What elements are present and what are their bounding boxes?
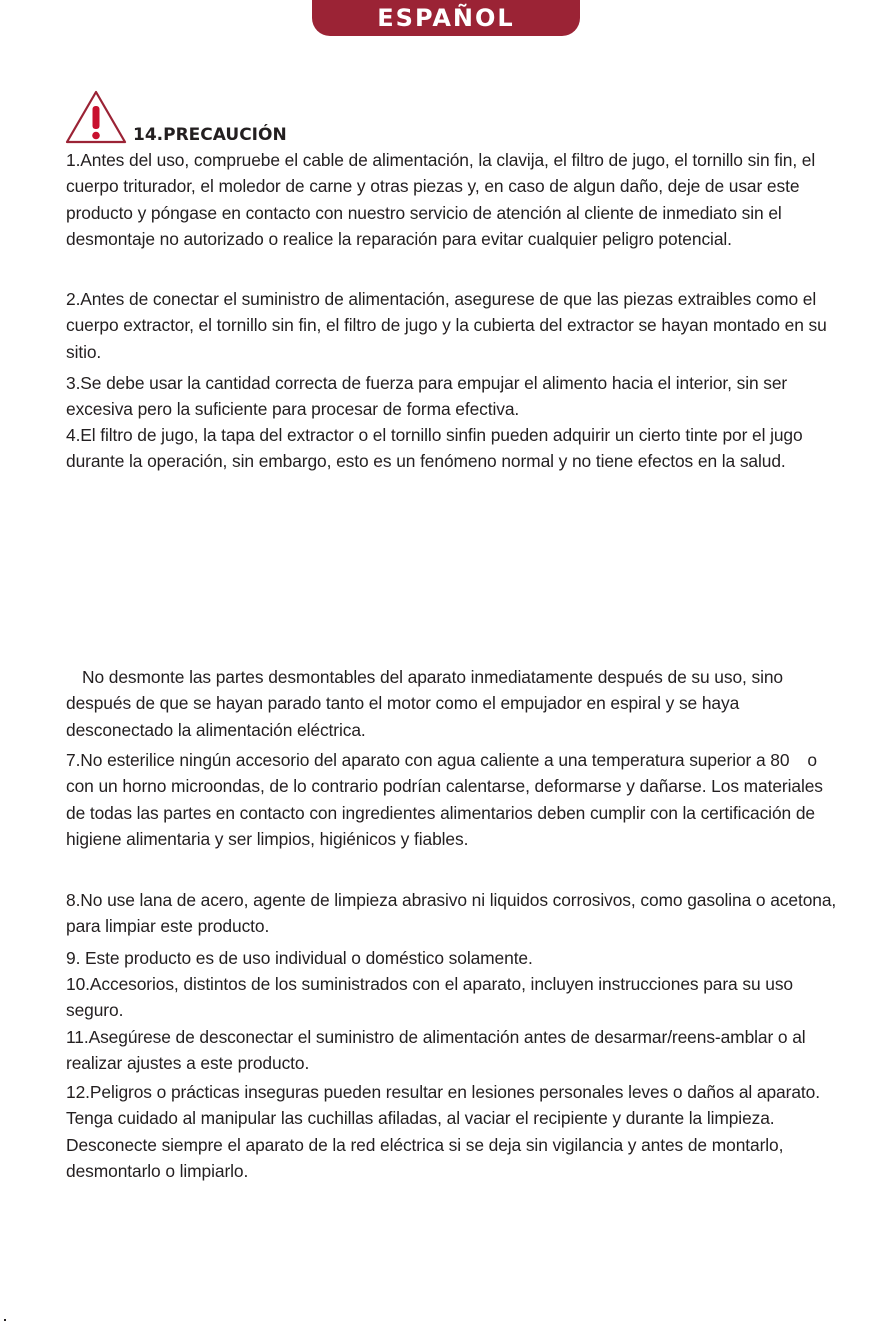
precaution-item-5: No desmonte las partes desmontables del aparato inmediatamente después de su uso, sino después de que se hayan parado tanto el motor como el empujador en espiral y se haya desconectado la alimentación eléctrica. [66, 667, 783, 740]
language-tab [312, 0, 580, 36]
page-mark [4, 1319, 6, 1321]
precaution-item-11: 11.Asegúrese de desconectar el suministro de alimentación antes de desarmar/reens-amblar o al realizar ajustes a este producto. [66, 1027, 806, 1074]
item-7-text-before: 7.No esterilice ningún accesorio del aparato con agua caliente a una temperatura superior a 80 [66, 750, 790, 770]
precaution-item-12: 12.Peligros o prácticas inseguras pueden resultar en lesiones personales leves o daños al aparato. Tenga cuidado al manipular las cuchillas afiladas, al vaciar el recipiente y durante la limpieza. Desconecte siempre el aparato de la red eléctrica si se deja sin vigilancia y antes de montarlo, desmontarlo o limpiarlo. [66, 1082, 820, 1181]
section-title: 14.PRECAUCIÓN [133, 125, 287, 145]
precaution-item-10: 10.Accesorios, distintos de los suministrados con el aparato, incluyen instrucciones para su uso seguro. [66, 974, 793, 1021]
language-label: ESPAÑOL [377, 4, 515, 32]
precaution-item-8: 8.No use lana de acero, agente de limpieza abrasivo ni liquidos corrosivos, como gasolina o acetona, para limpiar este producto. [66, 890, 837, 937]
precaution-item-4: 4.El filtro de jugo, la tapa del extractor o el tornillo sinfin pueden adquirir un cierto tinte por el jugo durante la operación, sin embargo, esto es un fenómeno normal y no tiene efectos en la salud. [66, 425, 803, 472]
precaution-item-3: 3.Se debe usar la cantidad correcta de fuerza para empujar el alimento hacia el interior, sin ser excesiva pero la suficiente para procesar de forma efectiva. [66, 373, 788, 420]
precaution-item-9: 9. Este producto es de uso individual o doméstico solamente. [66, 948, 533, 968]
item-7-text-after: o con un horno microondas, de lo contrario podrían calentarse, deformarse y dañarse. Los materiales de todas las partes en contacto con ingredientes alimentarios deben cumplir con la certificación de higiene alimentaria y ser limpios, higiénicos y fiables. [66, 750, 823, 849]
precaution-item-1: 1.Antes del uso, compruebe el cable de alimentación, la clavija, el filtro de jugo, el tornillo sin fin, el cuerpo triturador, el moledor de carne y otras piezas y, en caso de algun daño, deje de usar este producto y póngase en contacto con nuestro servicio de atención al cliente de inmediato sin el desmontaje no autorizado o realice la reparación para evitar cualquier peligro potencial. [66, 150, 816, 249]
warning-triangle-icon [64, 89, 128, 145]
precaution-item-7 [66, 747, 841, 852]
precaution-item-2: 2.Antes de conectar el suministro de alimentación, asegurese de que las piezas extraibles como el cuerpo extractor, el tornillo sin fin, el filtro de jugo y la cubierta del extractor se hayan montado en su sitio. [66, 289, 827, 362]
